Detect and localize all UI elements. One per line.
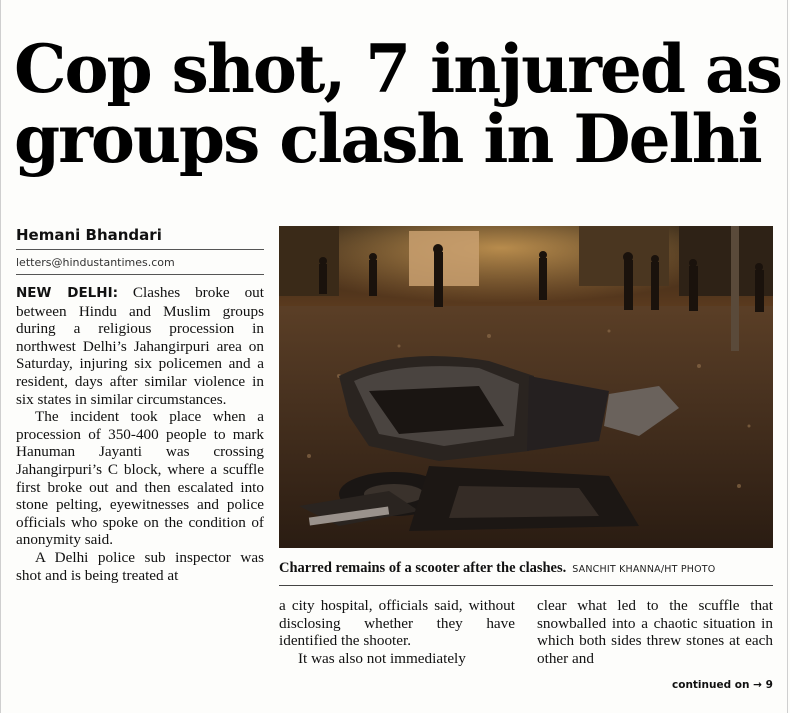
news-photo <box>279 226 773 548</box>
dateline: NEW DELHI: <box>16 285 118 301</box>
story-column-2 <box>279 597 515 667</box>
headline-line-2: groups clash in Delhi <box>14 100 761 178</box>
story-text: Clashes broke out between Hindu and Muslim groups during a religious procession in northwest Delhi’s Jahangirpuri area on Saturday, injuring six policemen and a resident, days after similar violence in six states in similar circumstances. <box>16 284 264 408</box>
continued-jump-link[interactable]: continued on → 9 <box>672 679 773 691</box>
story-paragraph: It was also not immediately <box>298 649 466 667</box>
story-paragraph: The incident took place when a procession of 350-400 people to mark Hanuman Jayanti was crossing Jahangirpuri’s C block, where a scuffle first broke out and then escalated into stone pelting, eyewitnesses and police officials who spoke on the condition of anonymity said. <box>16 408 264 549</box>
story-paragraph: clear what led to the scuffle that snowballed into a chaotic situation in which both sides threw stones at each other and <box>537 597 773 667</box>
byline-author: Hemani Bhandari <box>16 226 264 250</box>
charred-scooter-photo <box>279 226 773 548</box>
story-column-1 <box>16 284 264 584</box>
page-left-rule <box>0 0 1 713</box>
headline-line-1: Cop shot, 7 injured as <box>14 30 781 108</box>
byline-email: letters@hindustantimes.com <box>16 256 264 275</box>
caption-divider <box>279 585 773 586</box>
story-paragraph: A Delhi police sub inspector was shot and is being treated at <box>16 548 264 584</box>
story-column-3 <box>537 597 773 667</box>
byline-block <box>16 226 264 275</box>
story-paragraph: a city hospital, officials said, without disclosing whether they have identified the shooter. <box>279 597 515 650</box>
page-right-rule <box>787 0 788 713</box>
headline <box>14 30 784 178</box>
caption-text: Charred remains of a scooter after the clashes. <box>279 560 567 576</box>
story-paragraph <box>16 284 264 408</box>
photo-credit: SANCHIT KHANNA/HT PHOTO <box>572 564 716 575</box>
photo-caption <box>279 557 779 577</box>
